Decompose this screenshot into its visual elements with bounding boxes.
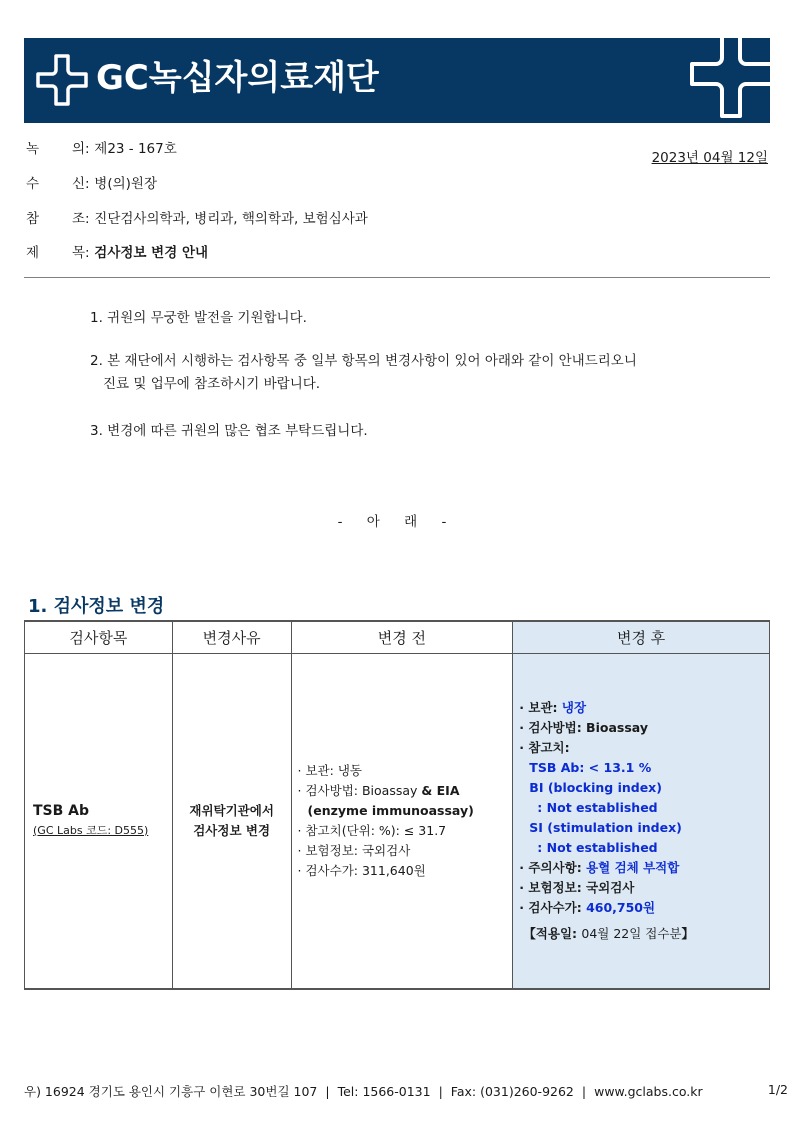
after-caution: · 주의사항: 용혈 검체 부적합 [519, 859, 680, 875]
after-ref-tsb: TSB Ab: < 13.1 % [529, 759, 652, 775]
footer-fax: Fax: (031)260-9262 [450, 1084, 574, 1099]
change-info-table [24, 620, 770, 990]
after-fee: · 검사수가: 460,750원 [519, 899, 656, 915]
meta-doc-no: 녹 의: 제23 - 167호 [26, 141, 177, 157]
footer-website-link[interactable]: www.gclabs.co.kr [594, 1084, 703, 1099]
after-storage: · 보관: 냉장 [519, 699, 587, 715]
before-storage: · 보관: 냉동 [297, 762, 362, 778]
header-reason: 변경사유 [172, 621, 291, 653]
after-ref-bi-value: : Not established [537, 799, 658, 815]
apply-date: 【적용일: 04월 22일 접수분】 [523, 925, 695, 941]
after-method: · 검사방법: Bioassay [519, 719, 648, 735]
before-reference: · 참고치(단위: %): ≤ 31.7 [297, 822, 447, 838]
paragraph-2: 2. 본 재단에서 시행하는 검사항목 중 일부 항목의 변경사항이 있어 아래와 같이 안내드리오니 진료 및 업무에 참조하시기 바랍니다. [90, 353, 637, 392]
before-fee: · 검사수가: 311,640원 [297, 862, 426, 878]
header-after: 변경 후 [513, 621, 770, 653]
gc-cross-decoration-icon [684, 38, 770, 123]
doc-date: 2023년 04월 12일 [651, 150, 768, 166]
table-header-row [25, 621, 770, 653]
before-insurance: · 보험정보: 국외검사 [297, 842, 411, 858]
paragraph-3: 3. 변경에 따른 귀원의 많은 협조 부탁드립니다. [90, 423, 368, 439]
after-reference-label: · 참고치: [519, 739, 570, 755]
subject: 검사정보 변경 안내 [94, 245, 209, 261]
before-method-detail: (enzyme immunoassay) [307, 802, 474, 818]
remark-heading: - 아 래 - [337, 514, 457, 530]
recipient: 병(의)원장 [94, 176, 157, 192]
cell-after [513, 653, 770, 989]
footer-address: 우) 16924 경기도 용인시 기흥구 이현로 30번길 107 [24, 1084, 318, 1099]
item-name: TSB Ab [33, 802, 90, 819]
doc-number: 제23 - 167호 [94, 141, 177, 157]
gc-cross-logo-icon [34, 52, 90, 108]
item-code: (GC Labs 코드: D555) [33, 823, 149, 837]
meta-subject: 제 목: 검사정보 변경 안내 [26, 245, 209, 261]
reference: 진단검사의학과, 병리과, 핵의학과, 보험심사과 [94, 211, 368, 227]
divider [24, 277, 770, 278]
table-row [25, 653, 770, 989]
header-banner [24, 38, 770, 123]
org-name: GC녹십자의료재단 [96, 58, 379, 98]
after-ref-bi: BI (blocking index) [529, 779, 662, 795]
paragraph-1: 1. 귀원의 무궁한 발전을 기원합니다. [90, 310, 307, 326]
after-insurance: · 보험정보: 국외검사 [519, 879, 635, 895]
before-method: · 검사방법: Bioassay & EIA [297, 782, 460, 798]
meta-recipient: 수 신: 병(의)원장 [26, 176, 157, 192]
after-ref-si: SI (stimulation index) [529, 819, 682, 835]
footer-tel: Tel: 1566-0131 [337, 1084, 431, 1099]
footer: 우) 16924 경기도 용인시 기흥구 이현로 30번길 107 | Tel: 1566-0131 | Fax: (031)260-9262 | www.gclabs.co.kr [24, 1084, 703, 1099]
section-title: 1. 검사정보 변경 [28, 596, 165, 617]
cell-before [291, 653, 513, 989]
meta-reference: 참 조: 진단검사의학과, 병리과, 핵의학과, 보험심사과 [26, 211, 368, 227]
header-item: 검사항목 [25, 621, 173, 653]
page-number: 1/2 [767, 1082, 788, 1097]
header-before: 변경 전 [291, 621, 513, 653]
cell-item [25, 653, 173, 989]
after-ref-si-value: : Not established [537, 839, 658, 855]
cell-reason: 재위탁기관에서 검사정보 변경 [172, 653, 291, 989]
